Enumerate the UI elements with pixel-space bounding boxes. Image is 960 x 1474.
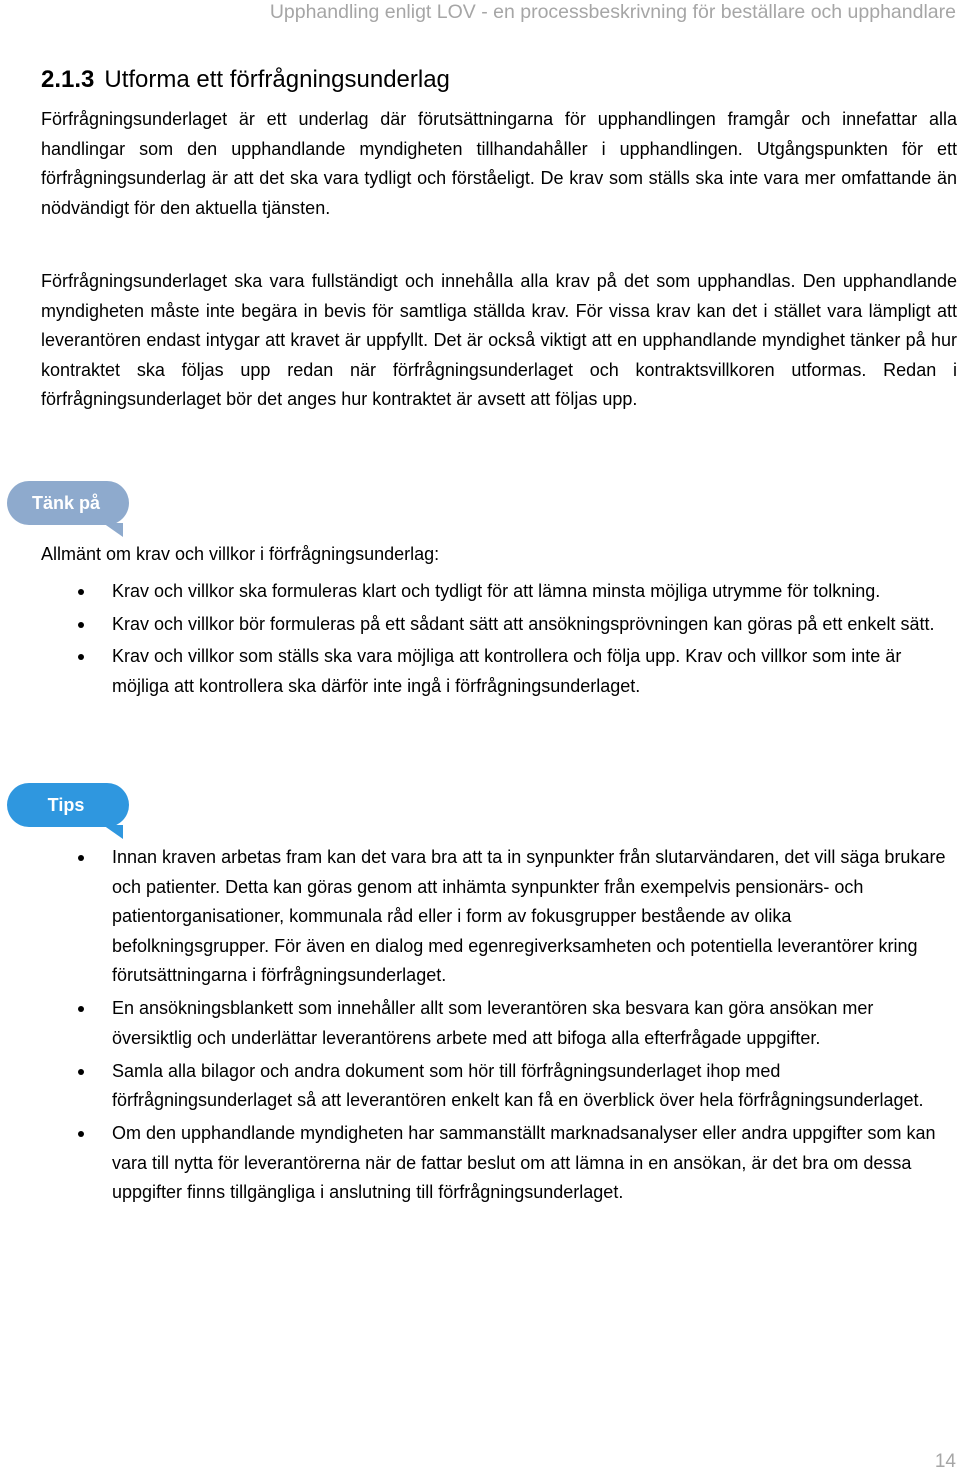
- list-item: [0, 1119, 952, 1208]
- list-item-text: Krav och villkor ska formuleras klart och tydligt för att lämna minsta möjliga utrymme för tolkning.: [112, 581, 881, 601]
- think-callout-label: Tänk på: [31, 493, 101, 513]
- tips-callout-bubble: [7, 783, 129, 827]
- bullet-icon: [78, 1006, 84, 1012]
- list-item: [0, 577, 952, 607]
- list-item-text: Krav och villkor som ställs ska vara möjliga att kontrollera och följa upp. Krav och villkor som inte är möjliga att kontrollera ska därför inte ingå i förfrågningsunderlaget.: [112, 646, 902, 696]
- think-callout-bubble: [7, 481, 129, 525]
- section-heading: [41, 64, 450, 96]
- list-item: [0, 642, 952, 701]
- section-number: 2.1.3: [41, 66, 95, 93]
- list-item: [0, 843, 952, 991]
- list-item-text: Innan kraven arbetas fram kan det vara bra att ta in synpunkter från slutarvändaren, det vill säga brukare och patienter. Detta kan göras genom att inhämta synpunkter från exempelvis pensionärs- och patientorganisationer, kommunala råd eller i form av fokusgrupper bestående av olika befolkningsgrupper. För även en dialog med egenregiverksamheten och potentiella leverantörer kring förutsättningarna i förfrågningsunderlaget.: [112, 847, 946, 985]
- think-intro-text: Allmänt om krav och villkor i förfrågningsunderlag:: [41, 544, 440, 564]
- bullet-icon: [78, 1069, 84, 1075]
- bullet-icon: [78, 622, 84, 628]
- list-item: [0, 610, 952, 640]
- bullet-icon: [78, 855, 84, 861]
- list-item-text: Krav och villkor bör formuleras på ett sådant sätt att ansökningsprövningen kan göras på ett enkelt sätt.: [112, 613, 935, 634]
- think-bullet-list: [0, 577, 960, 704]
- bullet-icon: [78, 589, 84, 595]
- speech-bubble-tail-icon: [103, 523, 123, 537]
- running-header: Upphandling enligt LOV - en processbeskrivning för beställare och upphandlare: [269, 1, 956, 23]
- list-item: [0, 1057, 952, 1116]
- bullet-icon: [78, 654, 84, 660]
- paragraph-requirements: Förfrågningsunderlaget ska vara fullständigt och innehålla alla krav på det som upphandlas. Den upphandlande myndigheten måste inte begära in bevis för samtliga ställda krav. För vissa krav kan det i stället vara lämpligt att leverantören endast intygar att kravet är uppfyllt. Det är också viktigt att en upphandlande myndighet tänker på hur kontraktet ska följas upp redan när förfrågningsunderlaget och kontraktsvillkoren utformas. Redan i förfrågningsunderlaget bör det anges hur kontraktet är avsett att följas upp.: [41, 271, 957, 409]
- list-item-text: En ansökningsblankett som innehåller allt som leverantören ska besvara kan göra ansökan mer översiktlig och underlättar leverantörens arbete med att bifoga alla efterfrågade uppgifter.: [112, 998, 874, 1048]
- tips-bullet-list: [0, 843, 960, 1211]
- section-title: Utforma ett förfrågningsunderlag: [104, 66, 450, 93]
- page-number: 14: [934, 1451, 956, 1472]
- bullet-icon: [78, 1131, 84, 1137]
- list-item-text: Samla alla bilagor och andra dokument som hör till förfrågningsunderlaget ihop med förfrågningsunderlaget så att leverantören enkelt kan få en överblick över hela förfrågningsunderlaget.: [112, 1060, 924, 1110]
- paragraph-intro: Förfrågningsunderlaget är ett underlag där förutsättningarna för upphandlingen framgår och innefattar alla handlingar som den upphandlande myndigheten tillhandahåller i upphandlingen. Utgångspunkten för ett förfrågningsunderlag är att det ska vara tydligt och förståeligt. De krav som ställs ska inte vara mer omfattande än nödvändigt för den aktuella tjänsten.: [41, 109, 957, 218]
- list-item: [0, 994, 952, 1053]
- tips-callout-label: Tips: [47, 795, 85, 815]
- list-item-text: Om den upphandlande myndigheten har sammanställt marknadsanalyser eller andra uppgifter som kan vara till nytta för leverantörerna när de fattar beslut om att lämna in en ansökan, är det bra om dessa uppgifter finns tillgängliga i anslutning till förfrågningsunderlaget.: [112, 1123, 936, 1202]
- speech-bubble-tail-icon: [103, 825, 123, 839]
